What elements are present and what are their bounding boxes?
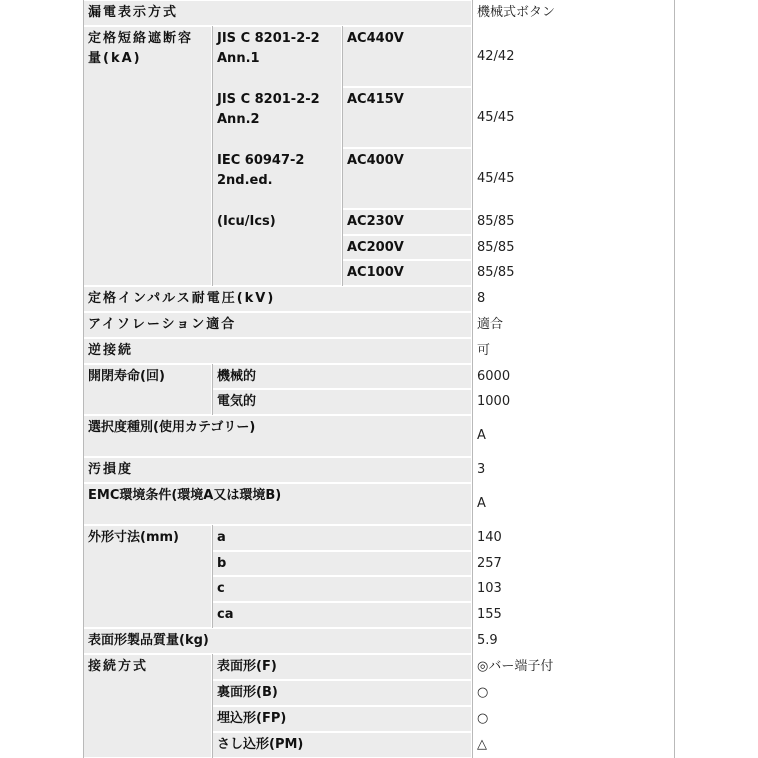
emc-value: A [473,484,674,524]
endurance-mechanical-value: 6000 [473,365,674,388]
connection-plugin-label: さし込形(PM) [213,733,471,757]
voltage-label-ac200: AC200V [343,236,471,259]
reverse-connection-value: 可 [473,339,674,363]
mass-label: 表面形製品質量(kg) [84,629,471,653]
voltage-value-ac230: 85/85 [473,210,674,234]
connection-flush-label: 埋込形(FP) [213,707,471,731]
standard-jis-ann2: JIS C 8201-2-2 Ann.2 [217,92,320,127]
voltage-label-ac230: AC230V [343,210,471,234]
pollution-label: 汚損度 [84,458,471,482]
voltage-label-ac440: AC440V [343,27,471,86]
dimension-b-label: b [213,552,471,575]
endurance-label: 開閉寿命(回) [84,365,211,414]
selectivity-label: 選択度種別(使用カテゴリー) [84,416,471,456]
endurance-mechanical-label: 機械的 [213,365,471,388]
breaking-capacity-label: 定格短絡遮断容量(kA) [84,27,211,285]
grid-line [472,0,473,758]
impulse-voltage-value: 8 [473,287,674,311]
dimension-c-label: c [213,577,471,601]
connection-rear-label: 裏面形(B) [213,681,471,705]
dimension-ca-value: 155 [473,603,674,627]
selectivity-value: A [473,416,674,456]
pollution-value: 3 [473,458,674,482]
reverse-connection-label: 逆接続 [84,339,471,363]
endurance-electrical-label: 電気的 [213,390,471,414]
connection-front-value: ◎バー端子付 [473,655,674,679]
emc-label: EMC環境条件(環境A又は環境B) [84,484,471,524]
grid-line [212,364,213,415]
dimension-a-label: a [213,526,471,550]
voltage-value-ac440: 42/42 [473,27,674,86]
grid-line [212,525,213,628]
voltage-value-ac200: 85/85 [473,236,674,259]
connection-label: 接続方式 [84,655,211,757]
connection-front-label: 表面形(F) [213,655,471,679]
dimension-a-value: 140 [473,526,674,550]
leakage-display-label: 漏電表示方式 [84,1,471,25]
dimension-b-value: 257 [473,552,674,575]
endurance-electrical-value: 1000 [473,390,674,414]
voltage-value-ac415: 45/45 [473,88,674,147]
standard-iec: IEC 60947-2 2nd.ed. [217,153,305,188]
leakage-display-value: 機械式ボタン [473,1,674,25]
voltage-label-ac400: AC400V [343,149,471,208]
voltage-label-ac415: AC415V [343,88,471,147]
dimension-ca-label: ca [213,603,471,627]
grid-line [342,26,343,286]
voltage-value-ac400: 45/45 [473,149,674,208]
grid-line [212,654,213,758]
connection-plugin-value: △ [473,733,674,757]
dimensions-label: 外形寸法(mm) [84,526,211,627]
grid-line [83,0,84,758]
standard-jis-ann1: JIS C 8201-2-2 Ann.1 [217,31,320,66]
grid-line [674,0,675,758]
dimension-c-value: 103 [473,577,674,601]
isolation-value: 適合 [473,313,674,337]
grid-line [212,26,213,286]
voltage-value-ac100: 85/85 [473,261,674,285]
connection-flush-value: ○ [473,707,674,731]
standard-icu-ics: (Icu/Ics) [217,214,276,229]
voltage-label-ac100: AC100V [343,261,471,285]
breaking-capacity-standards [213,27,341,285]
impulse-voltage-label: 定格インパルス耐電圧(kV) [84,287,471,311]
connection-rear-value: ○ [473,681,674,705]
isolation-label: アイソレーション適合 [84,313,471,337]
mass-value: 5.9 [473,629,674,653]
